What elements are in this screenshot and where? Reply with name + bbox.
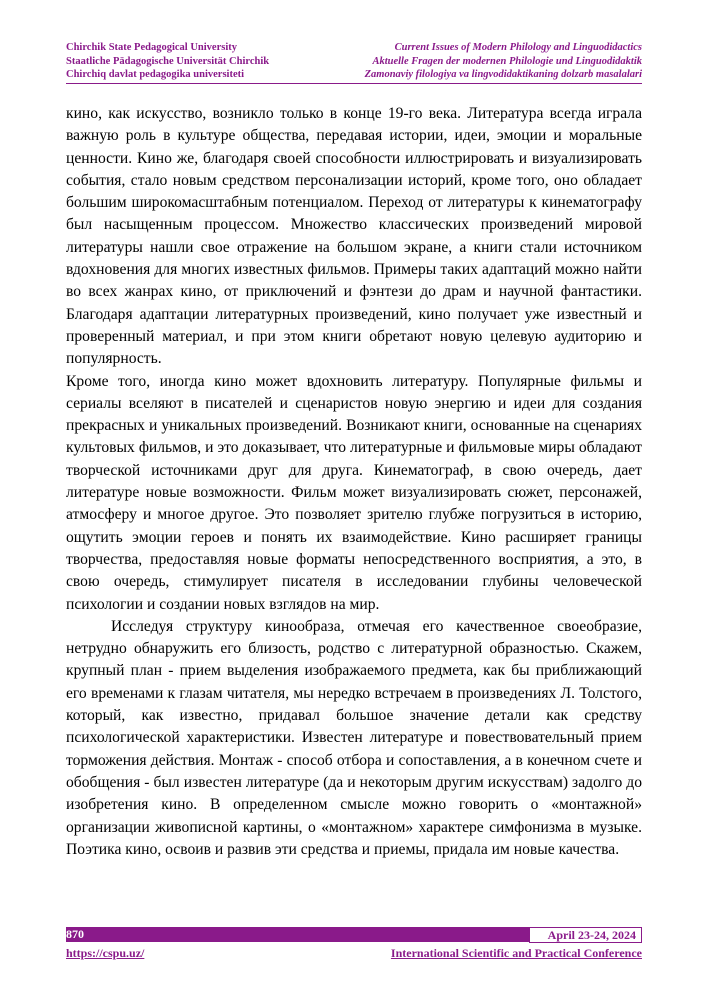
page-number: 870 bbox=[66, 927, 84, 941]
header-divider bbox=[66, 83, 642, 84]
conference-title-en: Current Issues of Modern Philology and Linguodidactics bbox=[394, 42, 642, 53]
conference-title-uz: Zamonaviy filologiya va lingvodidaktikaning dolzarb masalalari bbox=[364, 69, 642, 80]
university-name-de: Staatliche Pädagogische Universität Chirchik bbox=[66, 55, 270, 67]
body-paragraph-3: Исследуя структуру кинообраза, отмечая его качественное своеобразие, нетрудно обнаружить его близость, родство с литературной образностью. Скажем, крупный план - прием выделения изображаемого предмета, как бы приближающий его временами к глазам читателя, мы нередко встречаем в произведениях Л. Толстого, который, как известно, придавал большое значение детали как средству психологической характеристики. Известен литературе и повествовательный прием торможения действия. Монтаж - способ отбора и сопоставления, а в конечном счете и обобщения - был известен литературе (да и некоторым другим искусствам) задолго до изобретения кино. В определенном смысле можно говорить о «монтажной» организации живописной картины, о «монтажном» характере симфонизма в музыке. Поэтика кино, освоив и развив эти средства и приемы, придала им новые качества. bbox=[66, 617, 642, 858]
body-paragraph-1: кино, как искусство, возникло только в конце 19-го века. Литература всегда играла важную роль в культуре общества, передавая истории, идеи, эмоции и моральные ценности. Кино же, благодаря своей способности иллюстрировать и визуализировать события, стало новым средством персонализации историй, кроме того, оно обладает большим широкомасштабным потенциалом. Переход от литературы к кинематографу был насыщенным процессом. Множество классических произведений мировой литературы нашли свое отражение на большом экране, а книги стали источником вдохновения для многих известных фильмов. Примеры таких адаптаций можно найти во всех жанрах кино, от приключений и фэнтези до драм и научной фантастики. Благодаря адаптации литературных произведений, кино получает уже известный и проверенный материал, и при этом книги обретают новую целевую аудиторию и популярность. bbox=[66, 105, 642, 368]
conference-name-link[interactable]: International Scientific and Practical Conference bbox=[390, 946, 642, 960]
conference-title-de: Aktuelle Fragen der modernen Philologie und Linguodidaktik bbox=[372, 55, 642, 67]
university-name-uz: Chirchiq davlat pedagogika universiteti bbox=[66, 69, 245, 80]
university-name-en: Chirchik State Pedagogical University bbox=[66, 42, 238, 53]
article-body bbox=[66, 103, 642, 861]
body-paragraph-2: Кроме того, иногда кино может вдохновить литературу. Популярные фильмы и сериалы вселяют в писателей и сценаристов новую энергию и идеи для создания прекрасных и уникальных произведений. Возникают книги, основанные на сценариях культовых фильмов, и это доказывает, что литературные и фильмовые миры обладают творческой источниками друг для друга. Кинематограф, в свою очередь, дает литературе новые возможности. Фильм может визуализировать сюжет, персонажей, атмосферу и многое другое. Это позволяет зрителю глубже погрузиться в историю, ощутить эмоции героев и понять их взаимодействие. Кино расширяет границы творчества, предоставляя новые форматы непосредственного восприятия, а это, в свою очередь, стимулирует писателя в исследовании глубины человеческой психологии и создании новых взглядов на мир. bbox=[66, 372, 642, 613]
university-names bbox=[66, 41, 269, 82]
university-link[interactable]: https://cspu.uz/ bbox=[66, 946, 145, 960]
page-header bbox=[66, 41, 642, 83]
conference-titles bbox=[365, 41, 642, 82]
conference-date: April 23-24, 2024 bbox=[529, 927, 642, 943]
